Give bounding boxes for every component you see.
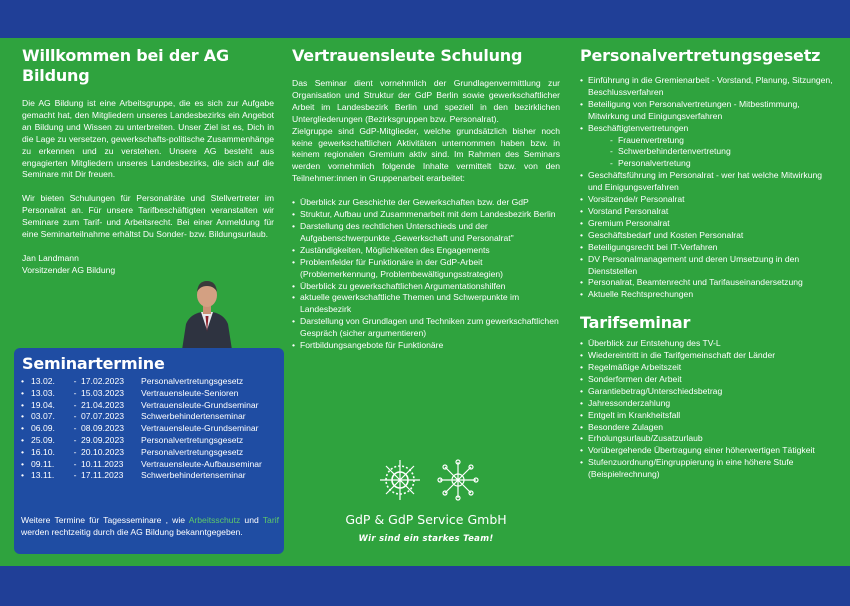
person-photo xyxy=(178,268,236,350)
list-item: • Fortbildungsangebote für Funktionäre xyxy=(292,340,444,351)
seminar-row: • 13.03. - 15.03.2023 Vertrauensleute-Senioren xyxy=(21,387,239,398)
seminar-row: • 09.11. - 10.11.2023 Vertrauensleute-Aufbauseminar xyxy=(21,458,262,469)
list-item: • Garantiebetrag/Unterschiedsbetrag xyxy=(580,385,723,396)
list-item: • Vorsitzende/r Personalrat xyxy=(580,194,685,205)
list-item: • Beteiligung von Personalvertretungen - Mitbestimmung, Mitwirkung und Einigungsverfahren xyxy=(580,98,800,121)
list-item: • Jahressonderzahlung xyxy=(580,397,671,408)
seminar-row: • 13.11. - 17.11.2023 Schwerbehindertenseminar xyxy=(21,470,246,481)
link-arbeitsschutz[interactable]: Arbeitsschutz xyxy=(188,515,241,525)
gdp-star-logo xyxy=(380,460,420,500)
list-item: • DV Personalmanagement und deren Umsetzung in den Dienststellen xyxy=(580,253,800,276)
vertrauensleute-intro: Das Seminar dient vornehmlich der Grundlagenvermittlung zur Organisation und Struktur der GdP Berlin sowie gewerkschaftlicher Arbeit im Landesbezirk Berlin und speziell in den bezirklichen Untergliederungen (Bezirksgruppen bzw. Personalrat). xyxy=(292,78,560,124)
seminar-row: • 06.09. - 08.09.2023 Vertrauensleute-Grundseminar xyxy=(21,423,259,434)
list-item: • Besondere Zulagen xyxy=(580,421,664,432)
list-item: • Sonderformen der Arbeit xyxy=(580,373,682,384)
list-item: • Überblick zur Geschichte der Gewerkschaften bzw. der GdP xyxy=(292,197,529,208)
seminar-row: • 25.09. - 29.09.2023 Personalvertretungsgesetz xyxy=(21,434,244,445)
vertrauensleute-column xyxy=(292,38,560,352)
list-item: • Gremium Personalrat xyxy=(580,217,670,228)
vertrauensleute-title: Vertrauensleute Schulung xyxy=(292,46,523,65)
seminar-note: Weitere Termine für Tagesseminare , wie Arbeitsschutz und Tarif werden rechtzeitig durch die AG Bildung bekanntgegeben. xyxy=(21,515,279,537)
list-item: • Darstellung von Grundlagen und Techniken zum gewerkschaftlichen Gespräch (sicher argumentieren) xyxy=(292,316,559,339)
personalvertretung-list xyxy=(580,75,838,301)
gdp-logos xyxy=(380,458,480,504)
seminar-list xyxy=(21,376,279,482)
bottom-band xyxy=(0,566,850,606)
list-item: • Beteiligungsrecht bei IT-Verfahren xyxy=(580,241,718,252)
seminar-row: • 19.04. - 21.04.2023 Vertrauensleute-Grundseminar xyxy=(21,399,259,410)
list-item: • Personalrat, Beamtenrecht und Tarifauseinandersetzung xyxy=(580,277,803,288)
list-item: • Wiedereintritt in die Tarifgemeinschaft der Länder xyxy=(580,350,776,361)
list-item: • Erholungsurlaub/Zusatzurlaub xyxy=(580,433,703,444)
vertrauensleute-list xyxy=(292,197,560,352)
list-item: • Vorstand Personalrat xyxy=(580,205,669,216)
top-band xyxy=(0,0,850,38)
list-item: • Aktuelle Rechtsprechungen xyxy=(580,289,694,300)
list-item: • Darstellung des rechtlichen Unterschieds und der Aufgabenschwerpunkte „Gewerkschaft und Personalrat" xyxy=(292,220,514,243)
list-item: • Entgelt im Krankheitsfall xyxy=(580,409,681,420)
seminar-dates-box xyxy=(14,348,284,554)
company-name: GdP & GdP Service GmbH xyxy=(345,512,507,527)
sub-list-item: - Schwerbehindertenvertretung xyxy=(610,146,731,157)
slogan: Wir sind ein starkes Team! xyxy=(358,534,494,544)
gdp-service-logo xyxy=(438,460,478,500)
list-item: • Überblick zur Entstehung des TV-L xyxy=(580,338,721,349)
signature-role: Vorsitzender AG Bildung xyxy=(22,264,116,275)
list-item: • Regelmäßige Arbeitszeit xyxy=(580,362,682,373)
list-item: • Einführung in die Gremienarbeit - Vorstand, Planung, Sitzungen, Beschlussverfahren xyxy=(580,75,833,97)
link-tarif[interactable]: Tarif xyxy=(262,515,279,525)
seminar-row: • 03.07. - 07.07.2023 Schwerbehindertenseminar xyxy=(21,411,246,422)
seminar-title: Seminartermine xyxy=(22,354,165,373)
list-item: • aktuelle gewerkschaftliche Themen und Schwerpunkte im Landesbezirk xyxy=(292,292,520,315)
welcome-paragraph: Wir bieten Schulungen für Personalräte und Stellvertreter im Personalrat an. Für unsere Tarifbeschäftigten veranstalten wir Seminare zum Tarif- und Arbeitsrecht. Bei einer Anmeldung für eine Seminarteilnahme erhältst Du Sonder- bzw. Bildungsurlaub. xyxy=(22,193,274,240)
list-item: • Überblick zu gewerkschaftlichen Argumentationshilfen xyxy=(292,280,506,291)
list-item: • Geschäftsführung im Personalrat - wer hat welche Mitwirkung und Einigungsverfahren xyxy=(580,170,823,193)
sub-list-item: - Frauenvertretung xyxy=(610,134,684,145)
list-item: • Struktur, Aufbau und Zusammenarbeit mit dem Landesbezirk Berlin xyxy=(292,209,556,220)
vertrauensleute-target: Zielgruppe sind GdP-Mitglieder, welche grundsätzlich bisher noch keine gewerkschaftlichen Aktivitäten unternommen haben bzw. in keinem regionalen Gremium aktiv sind. Im Rahmen des Seminars werden vornehmlich folgende Inhalte vermittelt bzw. von den Teilnehmer:innen in Gruppenarbeit erarbeitet: xyxy=(292,125,560,184)
list-item: • Zuständigkeiten, Möglichkeiten des Engagements xyxy=(292,244,490,255)
tarif-list xyxy=(580,338,838,481)
welcome-column xyxy=(22,38,274,277)
list-item: • Problemfelder für Funktionäre in der GdP-Arbeit (Problemerkennung, Problembewältigungsstrategien) xyxy=(292,256,504,279)
welcome-title: Willkommen bei der AG Bildung xyxy=(22,46,229,85)
sub-list-item: - Personalvertretung xyxy=(610,158,691,169)
tarif-title: Tarifseminar xyxy=(580,313,691,333)
seminar-row: • 13.02. - 17.02.2023 Personalvertretungsgesetz xyxy=(21,376,244,386)
signature-name: Jan Landmann xyxy=(22,252,79,263)
list-item: • Geschäftsbedarf und Kosten Personalrat xyxy=(580,229,744,240)
list-item: • Vorübergehende Übertragung einer höherwertigen Tätigkeit xyxy=(580,445,815,456)
seminar-row: • 16.10. - 20.10.2023 Personalvertretungsgesetz xyxy=(21,446,244,457)
personalvertretung-title: Personalvertretungsgesetz xyxy=(580,46,821,65)
list-item: • Stufenzuordnung/Eingruppierung in eine höhere Stufe (Beispielrechnung) xyxy=(580,457,794,480)
personalvertretung-column xyxy=(580,38,838,481)
list-item: • Beschäftigtenvertretungen xyxy=(580,122,689,133)
welcome-intro: Die AG Bildung ist eine Arbeitsgruppe, die es sich zur Aufgabe gemacht hat, den Mitgliedern unseres Landesbezirks ein Angebot an Bildung und Wissen zu unterbreiten. Unser Ziel ist es, Dich in die Lage zu versetzen, gewerkschafts-politische Zusammenhänge zu erkennen und zu verstehen. Unsere AG besteht aus engagierten Mitgliedern unseres Landesbezirks, die sich auf die Seminare mit Dir freuen. xyxy=(22,98,274,180)
